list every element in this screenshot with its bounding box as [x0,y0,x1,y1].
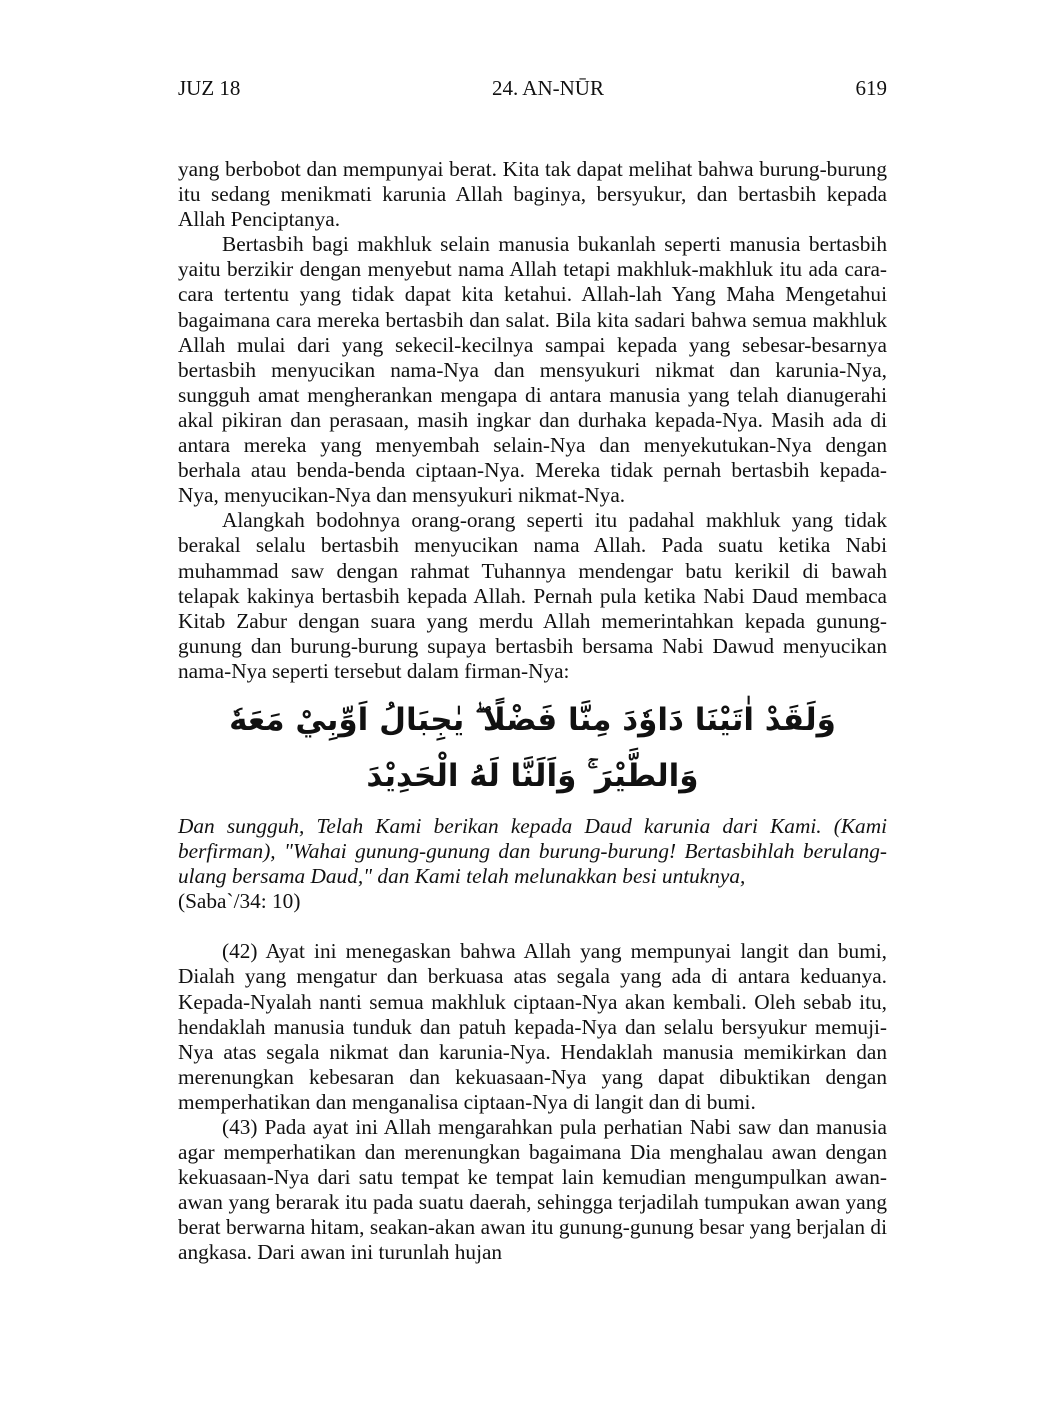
paragraph: (42) Ayat ini menegaskan bahwa Allah yang mempunyai langit dan bumi, Dialah yang mengatur dan berkuasa atas segala yang ada di antara keduanya. Kepada-Nyalah nanti semua makhluk ciptaan-Nya akan kembali. Oleh sebab itu, hendaklah manusia tunduk dan patuh kepada-Nya dan selalu bersyukur memuji-Nya atas segala nikmat dan karunia-Nya. Hendaklah manusia memikirkan dan merenungkan kebesaran dan kekuasaan-Nya yang dapat dibuktikan dengan memperhatikan dan menganalisa ciptaan-Nya di langit dan di bumi. [178,939,887,1114]
paragraph: Bertasbih bagi makhluk selain manusia bukanlah seperti manusia bertasbih yaitu berzikir dengan menyebut nama Allah tetapi makhluk-makhluk itu ada cara-cara tertentu yang tidak dapat kita ketahui. Allah-lah Yang Maha Mengetahui bagaimana cara mereka bertasbih dan salat. Bila kita sadari bahwa semua makhluk Allah mulai dari yang sekecil-kecilnya sampai kepada yang sebesar-besarnya bertasbih menyucikan nama-Nya dan mensyukuri nikmat dan karunia-Nya, sungguh amat mengherankan mengapa di antara manusia yang telah dianugerahi akal pikiran dan perasaan, masih ingkar dan durhaka kepada-Nya. Masih ada di antara mereka yang menyembah selain-Nya dan menyekutukan-Nya dengan berhala atau benda-benda ciptaan-Nya. Mereka tidak pernah bertasbih kepada-Nya, menyucikan-Nya dan mensyukuri nikmat-Nya. [178,232,887,508]
page-body [178,157,887,1266]
verse-translation: Dan sungguh, Telah Kami berikan kepada Daud karunia dari Kami. (Kami berfirman), "Wahai gunung-gunung dan burung-burung! Bertasbihlah berulang-ulang bersama Daud," dan Kami telah melunakkan besi untuknya, [178,813,887,889]
running-header [178,76,887,101]
juz-label: JUZ 18 [178,76,241,100]
arabic-verse: وَلَقَدْ اٰتَيْنَا دَاوٗدَ مِنَّا فَضْلًا ۖ يٰجِبَالُ اَوِّبِيْ مَعَهٗ وَالطَّيْرَ ۚ وَاَلَنَّا لَهُ الْحَدِيْدَ [229,701,836,794]
verse-citation: (Saba`/34: 10) [178,889,301,914]
page-number: 619 [855,76,887,100]
paragraph: yang berbobot dan mempunyai berat. Kita tak dapat melihat bahwa burung-burung itu sedang menikmati karunia Allah baginya, bersyukur, dan bertasbih kepada Allah Penciptanya. [178,157,887,232]
paragraph: Alangkah bodohnya orang-orang seperti itu padahal makhluk yang tidak berakal selalu bertasbih menyucikan nama Allah. Pada suatu ketika Nabi muhammad saw dengan rahmat Tuhannya mendengar batu kerikil di bawah telapak kakinya bertasbih kepada Allah. Pernah pula ketika Nabi Daud membaca Kitab Zabur dengan suara yang merdu Allah memerintahkan kepada gunung-gunung dan burung-burung supaya bertasbih bersama Nabi Dawud menyucikan nama-Nya seperti tersebut dalam firman-Nya: [178,508,887,683]
surah-title: 24. AN-NŪR [491,76,604,100]
paragraph: (43) Pada ayat ini Allah mengarahkan pula perhatian Nabi saw dan manusia agar memperhatikan dan merenungkan bagaimana Dia menghalau awan dengan kekuasaan-Nya dari satu tempat ke tempat lain kemudian mengumpulkan awan-awan yang berarak itu pada suatu daerah, sehingga terjadilah tumpukan awan yang berat berwarna hitam, seakan-akan awan itu gunung-gunung besar yang berjalan di angkasa. Dari awan ini turunlah hujan [178,1115,887,1265]
